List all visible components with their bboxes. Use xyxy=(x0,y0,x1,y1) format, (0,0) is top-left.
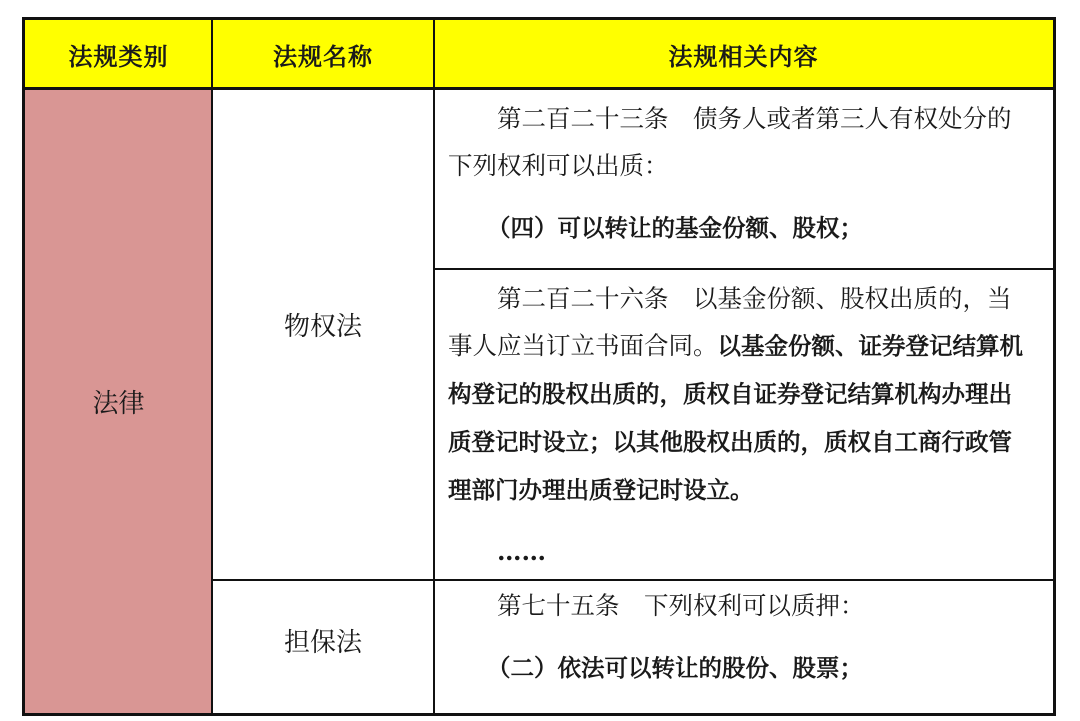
law-table xyxy=(22,17,1056,716)
article-75-cell xyxy=(434,580,1053,713)
article-text: 债务人或者第三人有权处分的下列权利可以出质： xyxy=(448,104,1012,180)
article-title: 第二百二十三条 xyxy=(497,104,669,133)
law-name-label: 担保法 xyxy=(283,628,362,658)
col-divider-1 xyxy=(211,20,213,713)
category-cell xyxy=(25,89,212,713)
article-title: 第七十五条 xyxy=(497,591,620,620)
header-category xyxy=(25,20,212,89)
law-name-cell-wuquanfa xyxy=(212,89,434,580)
article-75-paragraph xyxy=(448,582,1035,629)
header-content-label: 法规相关内容 xyxy=(668,43,819,71)
article-text: 以基金份额、股权出质的，当事人应当订立书面合同。 xyxy=(448,284,1012,360)
header-content xyxy=(434,20,1053,89)
header-name-label: 法规名称 xyxy=(273,43,373,71)
article-75-item: （二）依法可以转让的股份、股票； xyxy=(487,654,863,682)
row-divider-content xyxy=(434,268,1053,270)
category-label: 法律 xyxy=(92,388,145,419)
law-name-label: 物权法 xyxy=(283,312,362,342)
law-name-cell-danbaofa xyxy=(212,580,434,713)
article-title: 第二百二十六条 xyxy=(497,284,669,313)
ellipsis: …… xyxy=(497,537,546,566)
header-name xyxy=(212,20,434,89)
header-category-label: 法规类别 xyxy=(68,43,169,71)
article-226-cell xyxy=(434,269,1053,580)
article-223-cell xyxy=(434,89,1053,269)
col-divider-2 xyxy=(433,20,435,713)
article-bold-text: 以基金份额、证券登记结算机构登记的股权出质的，质权自证券登记结算机构办理出质登记时设立；以其他股权出质的，质权自工商行政管理部门办理出质登记时设立。 xyxy=(448,332,1023,504)
header-divider xyxy=(25,87,1053,90)
article-text: 下列权利可以质押： xyxy=(644,591,865,620)
article-226-paragraph xyxy=(448,275,1035,514)
article-223-paragraph xyxy=(448,95,1035,189)
row-divider-law xyxy=(212,579,1053,581)
article-223-item: （四）可以转让的基金份额、股权； xyxy=(487,214,863,242)
